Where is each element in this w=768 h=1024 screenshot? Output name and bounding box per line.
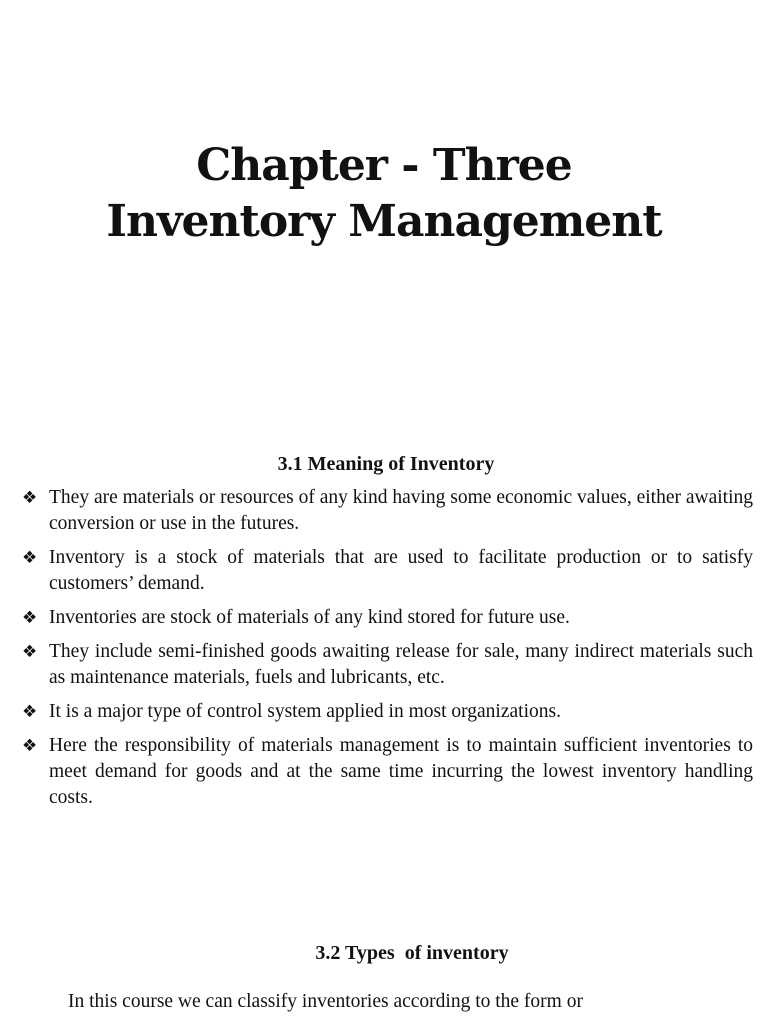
chapter-number: Chapter - Three xyxy=(196,140,572,191)
bullet-item xyxy=(22,545,753,597)
chapter-name: Inventory Management xyxy=(106,196,662,247)
diamond-bullet-icon: ❖ xyxy=(22,548,38,568)
diamond-bullet-icon: ❖ xyxy=(22,488,38,508)
diamond-bullet-icon: ❖ xyxy=(22,736,38,756)
bullet-item xyxy=(22,733,753,811)
bullet-item xyxy=(22,485,753,537)
diamond-bullet-icon: ❖ xyxy=(22,702,38,722)
bullet-item xyxy=(22,699,753,725)
bullet-item xyxy=(22,639,753,691)
bullet-text: Inventories are stock of materials of any kind stored for future use. xyxy=(49,607,570,628)
bullet-text: They are materials or resources of any kind having some economic values, either awaiting conversion or use in the futures. xyxy=(49,487,753,534)
section-heading-types: 3.2 Types of inventory xyxy=(315,942,509,964)
bullet-text: They include semi-finished goods awaiting release for sale, many indirect materials such as maintenance materials, fuels and lubricants, etc. xyxy=(49,641,753,688)
section-heading-meaning: 3.1 Meaning of Inventory xyxy=(277,453,495,475)
diamond-bullet-icon: ❖ xyxy=(22,642,38,662)
bullet-text: Here the responsibility of materials management is to maintain sufficient inventories to meet demand for goods and at the same time incurring the lowest inventory handling costs. xyxy=(49,735,753,808)
bullet-text: Inventory is a stock of materials that are used to facilitate production or to satisfy customers’ demand. xyxy=(49,547,753,594)
chapter-title xyxy=(0,138,768,250)
bullet-text: It is a major type of control system applied in most organizations. xyxy=(49,701,561,722)
meaning-bullet-list xyxy=(22,485,753,819)
types-intro-paragraph: In this course we can classify inventories according to the form or xyxy=(68,991,583,1012)
bullet-item xyxy=(22,605,753,631)
diamond-bullet-icon: ❖ xyxy=(22,608,38,628)
